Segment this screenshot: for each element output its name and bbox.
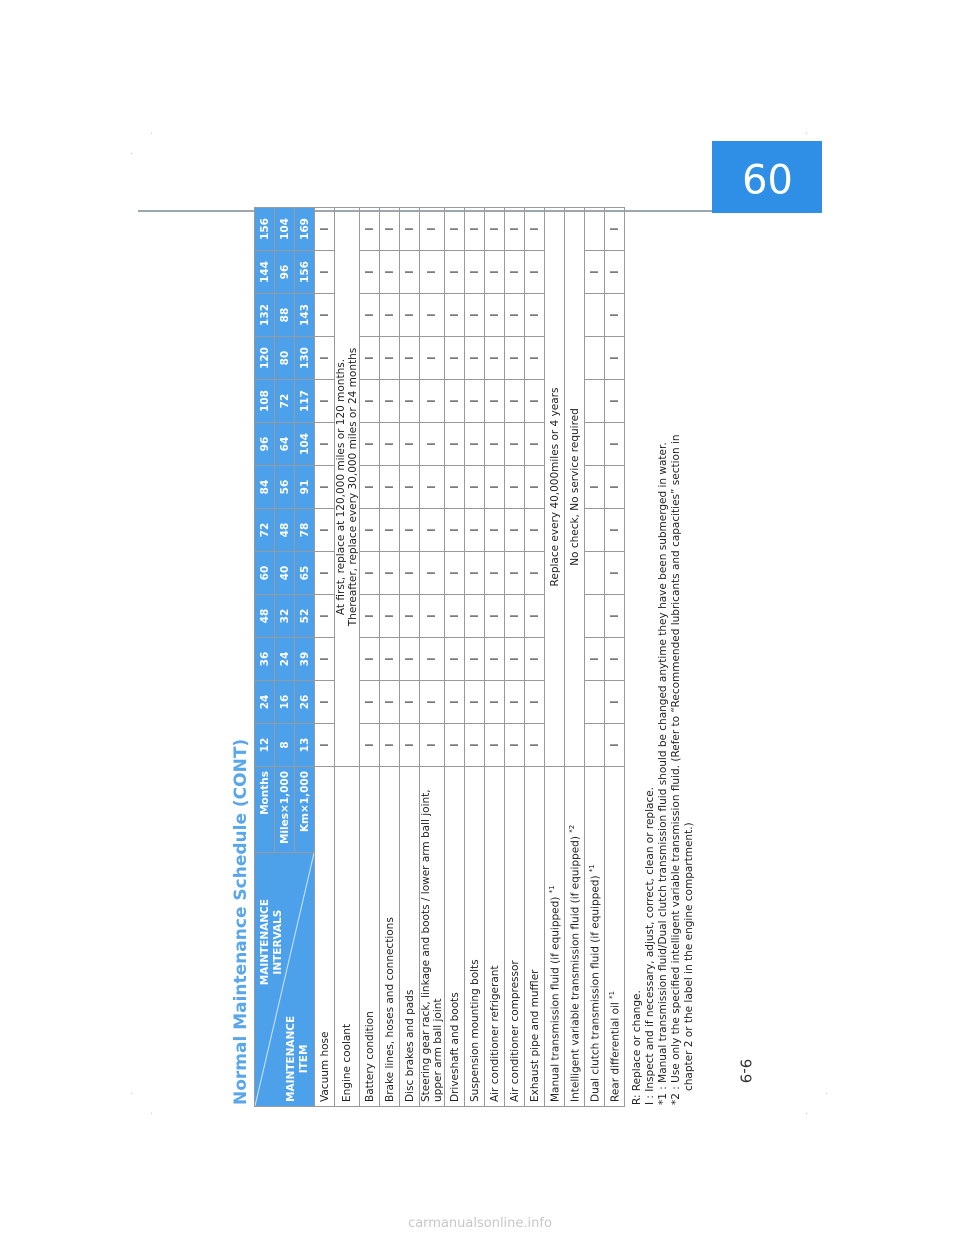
- interval-mark: I: [505, 294, 525, 337]
- interval-mark: I: [400, 638, 420, 681]
- interval-mark: I: [360, 380, 380, 423]
- interval-mark: I: [380, 208, 400, 251]
- item-label: Disc brakes and pads: [403, 989, 416, 1102]
- interval-mark: I: [380, 294, 400, 337]
- interval-mark: I: [485, 509, 505, 552]
- interval-mark: I: [420, 638, 445, 681]
- months-value: 120: [255, 337, 275, 380]
- table-row: [420, 208, 445, 1107]
- interval-mark: I: [315, 337, 335, 380]
- item-cell: [605, 767, 625, 1107]
- header-row-months: [255, 208, 275, 1107]
- interval-mark: I: [380, 423, 400, 466]
- interval-mark: I: [465, 638, 485, 681]
- miles-value: 8: [275, 724, 295, 767]
- km-value: 117: [295, 380, 315, 423]
- months-value: 144: [255, 251, 275, 294]
- interval-mark: I: [400, 423, 420, 466]
- interval-mark: I: [420, 509, 445, 552]
- interval-mark: I: [360, 552, 380, 595]
- interval-mark: [585, 681, 605, 724]
- interval-mark: I: [380, 466, 400, 509]
- miles-value: 48: [275, 509, 295, 552]
- item-label: Dual clutch transmission fluid (if equipped): [589, 875, 602, 1102]
- item-label: Steering gear rack, linkage and boots / lower arm ball joint, upper arm ball joint: [420, 789, 444, 1102]
- crop-mark: ·: [130, 1089, 134, 1100]
- intervals-label: MAINTENANCE INTERVALS: [259, 899, 284, 986]
- interval-mark: I: [445, 552, 465, 595]
- interval-mark: [585, 294, 605, 337]
- interval-mark: I: [485, 552, 505, 595]
- interval-mark: [585, 337, 605, 380]
- item-cell: [545, 767, 565, 1107]
- item-cell: [445, 767, 465, 1107]
- interval-mark: I: [605, 681, 625, 724]
- interval-mark: I: [400, 509, 420, 552]
- interval-mark: I: [605, 509, 625, 552]
- months-value: 60: [255, 552, 275, 595]
- chapter-tab: 09: [712, 141, 822, 213]
- interval-mark: I: [380, 724, 400, 767]
- interval-mark: I: [400, 337, 420, 380]
- interval-mark: I: [400, 251, 420, 294]
- interval-mark: I: [465, 466, 485, 509]
- interval-mark: I: [465, 380, 485, 423]
- interval-mark: I: [505, 724, 525, 767]
- interval-mark: I: [315, 423, 335, 466]
- interval-mark: I: [605, 595, 625, 638]
- interval-mark: I: [400, 466, 420, 509]
- footnote-marker: *1: [607, 990, 616, 999]
- interval-mark: I: [420, 251, 445, 294]
- interval-mark: I: [420, 724, 445, 767]
- interval-mark: I: [315, 595, 335, 638]
- months-value: 156: [255, 208, 275, 251]
- interval-mark: I: [360, 423, 380, 466]
- interval-mark: [585, 595, 605, 638]
- interval-mark: I: [360, 509, 380, 552]
- interval-mark: [585, 552, 605, 595]
- interval-mark: I: [485, 724, 505, 767]
- interval-mark: I: [380, 552, 400, 595]
- interval-mark: I: [445, 251, 465, 294]
- table-row: [605, 208, 625, 1107]
- interval-mark: I: [525, 595, 545, 638]
- interval-mark: I: [605, 294, 625, 337]
- interval-mark: I: [420, 466, 445, 509]
- interval-mark: I: [465, 724, 485, 767]
- interval-mark: I: [315, 638, 335, 681]
- interval-mark: I: [420, 552, 445, 595]
- table-row: [585, 208, 605, 1107]
- crop-mark: ·: [130, 149, 134, 160]
- footnote-marker: *1: [547, 885, 556, 894]
- interval-mark: I: [420, 208, 445, 251]
- interval-mark: I: [525, 251, 545, 294]
- interval-mark: I: [315, 294, 335, 337]
- interval-mark: I: [485, 681, 505, 724]
- km-value: 91: [295, 466, 315, 509]
- km-value: 52: [295, 595, 315, 638]
- interval-mark: I: [465, 595, 485, 638]
- interval-note-cell: [545, 208, 565, 767]
- interval-mark: I: [380, 681, 400, 724]
- watermark: carmanualsonline.info: [408, 1216, 552, 1231]
- item-label: Vacuum hose: [318, 1031, 331, 1102]
- interval-mark: I: [315, 208, 335, 251]
- interval-mark: I: [485, 208, 505, 251]
- interval-mark: I: [605, 380, 625, 423]
- interval-mark: I: [445, 380, 465, 423]
- interval-mark: I: [465, 337, 485, 380]
- interval-mark: I: [525, 380, 545, 423]
- months-value: 48: [255, 595, 275, 638]
- interval-mark: I: [605, 423, 625, 466]
- item-cell: [360, 767, 380, 1107]
- maintenance-schedule-table: [254, 207, 625, 1107]
- interval-mark: I: [360, 638, 380, 681]
- months-value: 84: [255, 466, 275, 509]
- interval-mark: I: [505, 208, 525, 251]
- interval-mark: I: [445, 466, 465, 509]
- note-line: chapter 2 or the label in the engine compartment.): [683, 822, 695, 1091]
- interval-mark: I: [525, 681, 545, 724]
- interval-mark: I: [605, 724, 625, 767]
- item-cell: [315, 767, 335, 1107]
- interval-mark: I: [505, 380, 525, 423]
- interval-mark: I: [315, 466, 335, 509]
- interval-mark: I: [420, 294, 445, 337]
- footnotes: [631, 205, 696, 1105]
- interval-mark: I: [400, 380, 420, 423]
- interval-mark: I: [360, 337, 380, 380]
- interval-note-line: No check, No service required: [568, 408, 581, 566]
- miles-label: Miles×1,000: [275, 767, 295, 853]
- interval-mark: I: [360, 724, 380, 767]
- interval-mark: I: [315, 681, 335, 724]
- miles-value: 96: [275, 251, 295, 294]
- interval-mark: I: [585, 638, 605, 681]
- interval-mark: I: [485, 294, 505, 337]
- interval-mark: I: [380, 251, 400, 294]
- item-cell: [465, 767, 485, 1107]
- interval-mark: I: [400, 681, 420, 724]
- crop-mark: ·: [805, 1109, 809, 1120]
- km-value: 39: [295, 638, 315, 681]
- interval-note-cell: [335, 208, 360, 767]
- interval-mark: I: [505, 509, 525, 552]
- interval-mark: I: [525, 423, 545, 466]
- interval-mark: I: [380, 380, 400, 423]
- interval-mark: I: [420, 423, 445, 466]
- km-value: 169: [295, 208, 315, 251]
- interval-note-cell: [565, 208, 585, 767]
- interval-mark: [585, 509, 605, 552]
- interval-mark: I: [445, 595, 465, 638]
- months-value: 96: [255, 423, 275, 466]
- interval-mark: [585, 724, 605, 767]
- km-value: 13: [295, 724, 315, 767]
- interval-note-line: Thereafter, replace every 30,000 miles or 24 months: [347, 347, 359, 627]
- interval-mark: I: [445, 681, 465, 724]
- miles-value: 72: [275, 380, 295, 423]
- interval-mark: I: [360, 251, 380, 294]
- interval-mark: I: [400, 208, 420, 251]
- interval-mark: I: [360, 595, 380, 638]
- table-row: [400, 208, 420, 1107]
- interval-mark: [585, 380, 605, 423]
- km-value: 104: [295, 423, 315, 466]
- miles-value: 16: [275, 681, 295, 724]
- item-cell: [525, 767, 545, 1107]
- item-label: MAINTENANCE ITEM: [285, 1015, 310, 1102]
- interval-mark: I: [445, 509, 465, 552]
- table-row: [525, 208, 545, 1107]
- interval-mark: I: [485, 595, 505, 638]
- interval-mark: I: [485, 638, 505, 681]
- interval-mark: I: [605, 208, 625, 251]
- miles-value: 56: [275, 466, 295, 509]
- footnote-marker: *2: [567, 824, 576, 833]
- interval-mark: I: [585, 466, 605, 509]
- interval-mark: I: [315, 552, 335, 595]
- interval-mark: I: [465, 251, 485, 294]
- interval-mark: I: [525, 638, 545, 681]
- interval-mark: I: [525, 294, 545, 337]
- km-value: 130: [295, 337, 315, 380]
- interval-mark: I: [585, 251, 605, 294]
- interval-mark: I: [485, 251, 505, 294]
- interval-mark: I: [525, 337, 545, 380]
- interval-mark: I: [505, 552, 525, 595]
- interval-mark: I: [485, 466, 505, 509]
- interval-mark: I: [525, 208, 545, 251]
- interval-mark: I: [315, 724, 335, 767]
- interval-mark: I: [420, 595, 445, 638]
- table-row: [465, 208, 485, 1107]
- miles-value: 64: [275, 423, 295, 466]
- interval-mark: I: [380, 509, 400, 552]
- months-label: Months: [255, 767, 275, 853]
- interval-mark: I: [420, 380, 445, 423]
- note-line: R: Replace or change.: [631, 990, 643, 1105]
- interval-mark: I: [465, 552, 485, 595]
- interval-mark: I: [525, 552, 545, 595]
- interval-note-line: At first, replace at 120,000 miles or 120 months.: [335, 358, 347, 616]
- interval-mark: I: [420, 681, 445, 724]
- interval-mark: I: [445, 337, 465, 380]
- interval-mark: I: [445, 638, 465, 681]
- interval-mark: I: [360, 466, 380, 509]
- km-label: Km×1,000: [295, 767, 315, 853]
- interval-mark: I: [505, 681, 525, 724]
- item-label: Intelligent variable transmission fluid (if equipped): [569, 836, 582, 1102]
- months-value: 132: [255, 294, 275, 337]
- note-line: *1 : Manual transmission fluid/Dual clutch transmission fluid should be changed anytime they have been submerged in water.: [657, 442, 669, 1105]
- table-row: [380, 208, 400, 1107]
- table-row: [505, 208, 525, 1107]
- interval-mark: I: [380, 337, 400, 380]
- item-label: Driveshaft and boots: [448, 992, 461, 1102]
- interval-mark: I: [360, 208, 380, 251]
- interval-mark: I: [605, 466, 625, 509]
- miles-value: 24: [275, 638, 295, 681]
- interval-mark: I: [315, 251, 335, 294]
- interval-mark: I: [485, 380, 505, 423]
- interval-mark: I: [465, 294, 485, 337]
- item-label: Air conditioner compressor: [508, 960, 521, 1102]
- crop-mark: ·: [825, 1089, 829, 1100]
- page-title: Normal Maintenance Schedule (CONT): [231, 738, 251, 1105]
- km-value: 65: [295, 552, 315, 595]
- months-value: 72: [255, 509, 275, 552]
- interval-mark: I: [505, 466, 525, 509]
- note-line: I : Inspect and if necessary, adjust, correct, clean or replace.: [644, 786, 656, 1105]
- interval-mark: I: [525, 724, 545, 767]
- item-label: Engine coolant: [341, 1023, 353, 1102]
- interval-mark: I: [505, 638, 525, 681]
- interval-mark: I: [465, 208, 485, 251]
- interval-mark: [585, 423, 605, 466]
- item-label: Brake lines, hoses and connections: [383, 917, 396, 1102]
- miles-value: 80: [275, 337, 295, 380]
- interval-mark: I: [485, 423, 505, 466]
- months-value: 108: [255, 380, 275, 423]
- interval-mark: I: [505, 595, 525, 638]
- table-row: [360, 208, 380, 1107]
- km-value: 26: [295, 681, 315, 724]
- miles-value: 32: [275, 595, 295, 638]
- interval-mark: I: [445, 294, 465, 337]
- months-value: 12: [255, 724, 275, 767]
- table-row: [485, 208, 505, 1107]
- interval-mark: I: [605, 251, 625, 294]
- item-cell: [485, 767, 505, 1107]
- interval-mark: I: [420, 337, 445, 380]
- interval-mark: I: [605, 552, 625, 595]
- interval-mark: I: [525, 509, 545, 552]
- crop-mark: ·: [805, 129, 809, 140]
- item-label: Suspension mounting bolts: [468, 959, 481, 1102]
- page-number: 9-9: [736, 1058, 754, 1084]
- interval-mark: I: [380, 595, 400, 638]
- item-label: Manual transmission fluid (if equipped): [549, 896, 562, 1102]
- interval-mark: I: [465, 681, 485, 724]
- item-cell: [420, 767, 445, 1107]
- interval-mark: I: [315, 380, 335, 423]
- km-value: 156: [295, 251, 315, 294]
- interval-mark: I: [315, 509, 335, 552]
- km-value: 78: [295, 509, 315, 552]
- interval-mark: I: [505, 251, 525, 294]
- item-cell: [565, 767, 585, 1107]
- interval-mark: I: [360, 681, 380, 724]
- table-row: [335, 208, 360, 1107]
- item-label: Battery condition: [363, 1011, 376, 1102]
- interval-mark: [585, 208, 605, 251]
- interval-mark: I: [445, 724, 465, 767]
- footnote-marker: *1: [587, 864, 596, 873]
- interval-mark: I: [400, 552, 420, 595]
- table-row: [565, 208, 585, 1107]
- interval-mark: I: [605, 638, 625, 681]
- miles-value: 88: [275, 294, 295, 337]
- interval-mark: I: [400, 724, 420, 767]
- item-label: Rear differential oil: [609, 1002, 622, 1102]
- header-corner-cell: [255, 853, 315, 1107]
- months-value: 24: [255, 681, 275, 724]
- crop-mark: ·: [150, 129, 154, 140]
- interval-mark: I: [465, 423, 485, 466]
- interval-mark: I: [605, 337, 625, 380]
- item-cell: [400, 767, 420, 1107]
- table-row: [315, 208, 335, 1107]
- table-row: [545, 208, 565, 1107]
- km-value: 143: [295, 294, 315, 337]
- interval-mark: I: [400, 595, 420, 638]
- item-cell: [380, 767, 400, 1107]
- crop-mark: ·: [150, 1109, 154, 1120]
- interval-mark: I: [505, 423, 525, 466]
- interval-mark: I: [400, 294, 420, 337]
- item-cell: [585, 767, 605, 1107]
- interval-mark: I: [485, 337, 505, 380]
- interval-mark: I: [445, 208, 465, 251]
- miles-value: 40: [275, 552, 295, 595]
- item-cell: [335, 767, 360, 1107]
- months-value: 36: [255, 638, 275, 681]
- interval-note-line: Replace every 40,000miles or 4 years: [548, 387, 561, 587]
- rotated-page-content: [231, 207, 695, 1107]
- interval-mark: I: [525, 466, 545, 509]
- interval-mark: I: [465, 509, 485, 552]
- interval-mark: I: [380, 638, 400, 681]
- interval-mark: I: [360, 294, 380, 337]
- miles-value: 104: [275, 208, 295, 251]
- item-cell: [505, 767, 525, 1107]
- item-label: Air conditioner refrigerant: [488, 965, 501, 1102]
- note-line: *2 : Use only the specified intelligent variable transmission fluid. (Refer to “Recommended lubricants and capacities” section in: [670, 434, 682, 1105]
- item-label: Exhaust pipe and muffler: [528, 969, 541, 1102]
- interval-mark: I: [505, 337, 525, 380]
- interval-mark: I: [445, 423, 465, 466]
- table-row: [445, 208, 465, 1107]
